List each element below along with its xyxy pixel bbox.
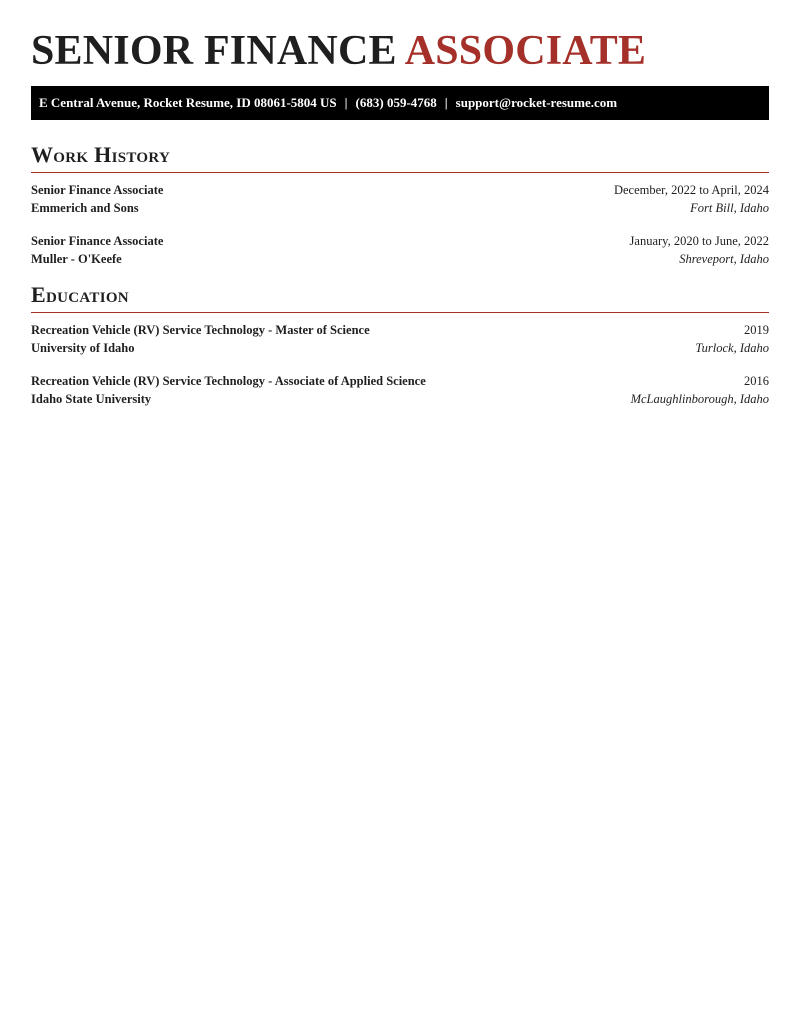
degree-name: Recreation Vehicle (RV) Service Technology - Associate of Applied Science: [31, 374, 426, 388]
job-location: Shreveport, Idaho: [679, 251, 769, 266]
job-title: Senior Finance Associate: [31, 234, 164, 248]
degree-name: Recreation Vehicle (RV) Service Technology - Master of Science: [31, 323, 370, 337]
school-location: McLaughlinborough, Idaho: [630, 391, 769, 406]
job-title: Senior Finance Associate: [31, 183, 164, 197]
resume-name-title: [31, 0, 769, 86]
contact-address: E Central Avenue, Rocket Resume, ID 08061-5804 US: [39, 95, 337, 110]
work-entry: [31, 233, 769, 268]
contact-email: support@rocket-resume.com: [455, 95, 618, 110]
contact-separator: |: [344, 95, 348, 110]
contact-phone: (683) 059-4768: [355, 95, 437, 110]
education-entry: [31, 322, 769, 357]
school-name: University of Idaho: [31, 340, 135, 355]
job-location: Fort Bill, Idaho: [690, 200, 769, 215]
education-entry: [31, 373, 769, 408]
name-first-part: SENIOR FINANCE: [31, 28, 397, 74]
job-dates: January, 2020 to June, 2022: [629, 234, 769, 248]
contact-separator: |: [444, 95, 448, 110]
graduation-year: 2016: [744, 374, 769, 388]
company-name: Muller - O'Keefe: [31, 251, 122, 266]
school-location: Turlock, Idaho: [695, 340, 769, 355]
school-name: Idaho State University: [31, 391, 152, 406]
graduation-year: 2019: [744, 323, 769, 337]
work-entry: [31, 182, 769, 217]
contact-bar: [31, 86, 769, 120]
education-heading: Education: [31, 282, 769, 313]
work-history-heading: Work History: [31, 142, 769, 173]
job-dates: December, 2022 to April, 2024: [613, 183, 769, 197]
name-last-part: ASSOCIATE: [404, 28, 647, 74]
company-name: Emmerich and Sons: [31, 200, 139, 215]
